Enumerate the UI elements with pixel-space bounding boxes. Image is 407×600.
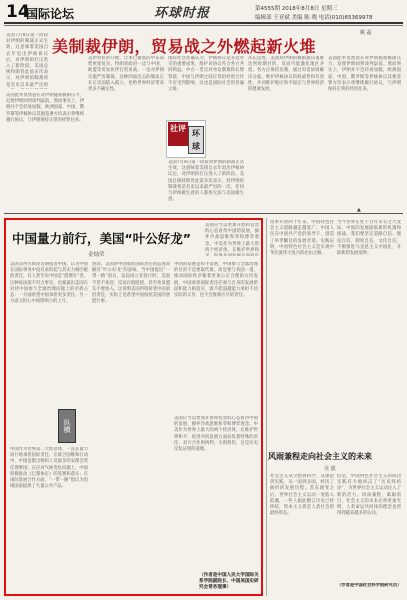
column-divider (266, 218, 267, 596)
newspaper-logo: 环球时报 (154, 6, 211, 21)
featured-col-1a: 美国等西方舆论近期指责中国，认为中国在国际事务中没有承担起与其实力相匹配的责任，有人甚至说中国是“搭便车”者。这种说法既不符合事实，也暴露出美国在对待中国参与全球治理问题上的矛盾心态：一方面希望中国承担更多责任，另一方面又担心中国影响力的上升。 (10, 262, 88, 305)
featured-col-3b: 美国应当以更加开放和包容的心态看待中国的发展，摒弃冷战思维和零和博弈观念。中美作为世界上最大的两个经济体，在维护世界和平、促进共同发展方面肩负着特殊的责任，双方合作则两利，斗则俱伤，这是历史反复证明的道理。 (174, 416, 258, 453)
featured-headline: 中国量力前行，美国“叶公好龙” (12, 231, 191, 246)
masthead-rule-thin (4, 25, 403, 26)
section-name: 国际论坛 (26, 7, 75, 21)
right-author-note: （作者是中国社会科学院研究员） (337, 583, 401, 588)
top-headline: 美制裁伊朗，贸易战之外燃起新火堆 (52, 37, 317, 56)
issue-line: 第4555期 2018年8月8日 星期三 (255, 6, 338, 12)
commentary-label: 社评 (168, 122, 188, 146)
featured-col-intro: 美国应当以更加开放和包容的心态看待中国的发展，摒弃冷战思维和零和博弈观念。中美作为世界上最大的两个经济体，在维护世界和 (205, 223, 259, 253)
top-article-col-1: 美伊对抗的升级，让本已紧张的中东局势更加复杂。特朗普政府一边与中国、欧盟等贸易伙伴打贸易战，一边对伊朗实施严厉制裁，这种四面出击的做法正在让美国陷入孤立，也给世界经济带来更多不确定性。 (88, 56, 164, 93)
article-end-mark: ▲ (357, 207, 361, 213)
top-byline: 姚 磊 (360, 30, 372, 36)
top-article-col-0a: 美国7月8日第一阶段对伊朗的制裁正式生效，这意味着美国自去年退出伊核协议后，对伊朗的打压进入了新阶段。美国总统特朗普此前多次表示，对伊朗的制裁将是有史以来最严厉的 (6, 33, 48, 88)
right-lower-col-1: 社会主义从空想到科学，从理论到实践，从一国到多国，经历了曲折的发展历程。苏东剧变之后，世界社会主义运动一度陷入低潮，一些人据此断言历史已经终结，资本主义将是人类社会的最终形态。 (270, 474, 334, 517)
editor-line: 编辑部 王亚斌 美编 陈 晓 电话(010)65369978 (255, 15, 373, 21)
top-article-col-3: 从长远看，美国对伊朗的极限施压很难达到预期目的，反而可能激化地区矛盾。各方应保持克制，通过对话协商解决分歧，维护伊核协议的权威性和有效性，共同维护地区和平稳定与世界经济的健康发展。 (248, 56, 324, 93)
column-portrait-photo: 纵横 (58, 409, 76, 443)
commentary-stamp: 环球 (188, 126, 204, 154)
top-article-col-2a: 国际社会普遍认为，伊核协议是多边外交的重要成果，维护该协议符合各方共同利益。中方一贯反对单边制裁和长臂管辖，中国与伊朗之间正常的经贸合作不应受到影响，这也是国际社会的普遍立场。 (168, 56, 244, 93)
right-headline: 风雨兼程走向社会主义的未来 (268, 452, 372, 461)
page-number: 14 (6, 2, 30, 22)
masthead-rule (4, 22, 403, 24)
top-article-col-2b: 美国7月8日第一阶段对伊朗的制裁正式生效，这意味着美国自去年退出伊核协议后，对伊朗的打压进入了新阶段。美国总统特朗普此前多次表示，对伊朗的制裁将是有史以来最严厉的一次，任何与伊朗做生意的人都将无法与美国做生意。 (168, 160, 244, 203)
top-article-col-0b: 美国此举显然意在对伊朗施加极限压力，迫使伊朗回到谈判桌前。然而事实上，伊朗并不会轻易屈服，欧洲国家、中国、俄罗斯等伊核协议其他签署方均表示将继续履行协议，与伊朗保持正常的经贸往来。 (6, 93, 84, 123)
featured-col-2: 然而，美国对中国承担国际责任的态度却颇有“叶公好龙”的意味。当中国提出“一带一路”倡议、发起成立亚投行时，美国不但不欢迎，反而百般阻挠，甚至劝说盟友不要加入。这说明美国所谓希望中国承担责任，实际上是希望中国按照美国的意愿行事。 (92, 262, 170, 305)
right-upper-col-2: 当今世界正处于百年未有之大变局，中国的发展面临新的机遇和挑战。我们要坚定道路自信、理论自信、制度自信、文化自信，不断推进马克思主义中国化，开辟新的发展境界。 (337, 220, 401, 257)
section-divider (4, 213, 403, 214)
author-note: （作者是中国人民大学国际关系学院副院长、中国美国史研究会常务理事） (199, 573, 259, 590)
featured-byline: 金灿荣 (88, 252, 105, 258)
top-article-col-4: 美国此举显然意在对伊朗施加极限压力，迫使伊朗回到谈判桌前。然而事实上，伊朗并不会轻易屈服，欧洲国家、中国、俄罗斯等伊核协议其他签署方均表示将继续履行协议，与伊朗保持正常的经贸往来。 (328, 56, 401, 93)
right-upper-col-1: 改革开放四十年来，中国特色社会主义道路越走越宽广，中国人民在中国共产党的领导下，创造了举世瞩目的发展奇迹。实践证明，中国特色社会主义是实现中华民族伟大复兴的必由之路。 (270, 220, 334, 257)
right-lower-col-2: 但是，中国特色社会主义的成功实践有力地回击了“历史终结论”，为世界社会主义运动注入了新的活力。风雨兼程，砥砺前行，社会主义的未来必将更加光明，人类命运共同体的理念也将得到越来越多的认同。 (337, 474, 401, 517)
right-byline: 吴 波 (324, 466, 336, 472)
featured-col-3a: 中国的发展是和平发展，中国参与全球治理的目的不是要取代谁，而是要与各国一道，推动国际秩序朝着更加公正合理的方向发展。中国承担国际责任必须与自身的发展阶段和能力相适应，既不能超越能力承担不切实际的义务，也不会推卸应尽的责任。 (174, 262, 258, 299)
featured-col-1b: 中国作为世界第二大经济体，一直在量力而行地承担国际责任。在联合国维和行动中，中国是派出维和人员最多的安理会常任理事国；在应对气候变化问题上，中国积极推动《巴黎协定》的签署和落实；在国际发展合作方面，“一带一路”倡议为沿线国家提供了大量公共产品。 (10, 447, 88, 490)
